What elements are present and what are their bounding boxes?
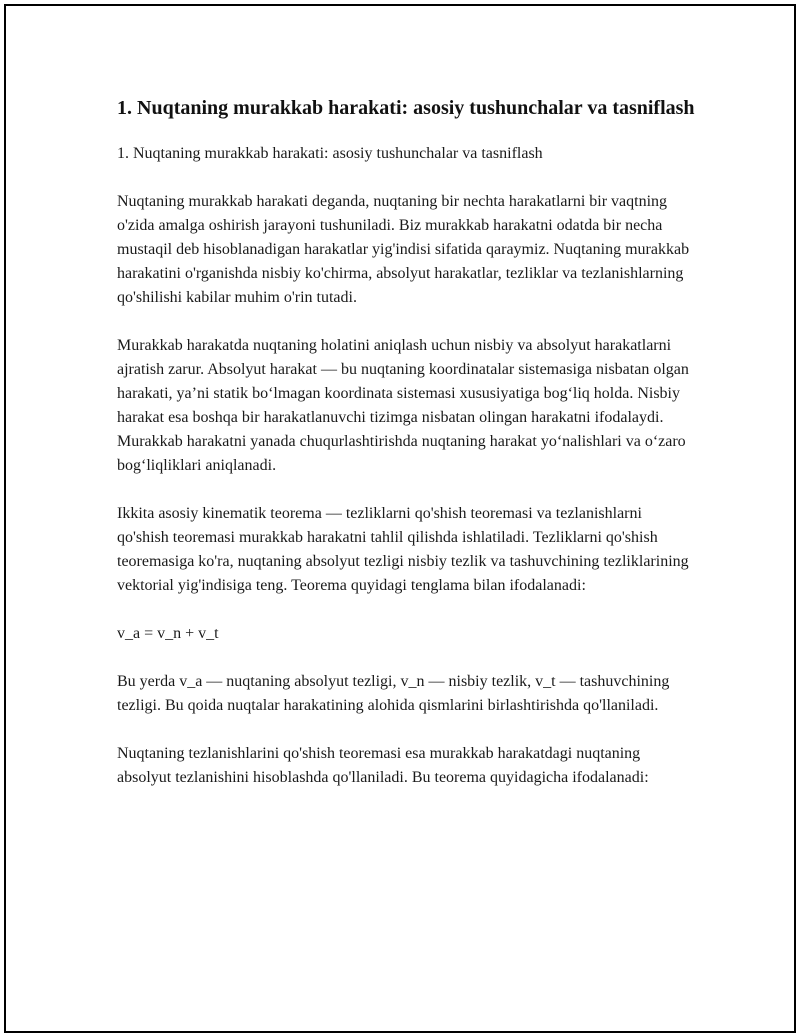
paragraph-intro: Nuqtaning murakkab harakati deganda, nuqtaning bir nechta harakatlarni bir vaqtning o'zida amalga oshirish jarayoni tushuniladi. Biz murakkab harakatni odatda bir necha mustaqil deb hisoblanadigan harakatlar yig'indisi sifatida qaraymiz. Nuqtaning murakkab harakatini o'rganishda nisbiy ko'chirma, absolyut harakatlar, tezliklar va tezlanishlarning qo'shilishi kabilar muhim o'rin tutadi.: [117, 193, 690, 306]
paragraph-acceleration-theorem: Nuqtaning tezlanishlarini qo'shish teoremasi esa murakkab harakatdagi nuqtaning absolyut tezlanishini hisoblashda qo'llaniladi. Bu teorema quyidagicha ifodalanadi:: [117, 745, 649, 786]
document-body: [117, 94, 697, 790]
section-subtitle: 1. Nuqtaning murakkab harakati: asosiy tushunchalar va tasniflash: [117, 145, 543, 162]
velocity-equation: v_a = v_n + v_t: [117, 625, 219, 642]
paragraph-absolute-relative: Murakkab harakatda nuqtaning holatini aniqlash uchun nisbiy va absolyut harakatlarni ajratish zarur. Absolyut harakat — bu nuqtaning koordinatalar sistemasiga nisbatan olgan harakati, ya’ni statik bo‘lmagan koordinata sistemasi xususiyatiga bog‘liq holda. Nisbiy harakat esa boshqa bir harakatlanuvchi tizimga nisbatan olingan harakatni ifodalaydi. Murakkab harakatni yanada chuqurlashtirishda nuqtaning harakat yo‘nalishlari va o‘zaro bog‘liqliklari aniqlanadi.: [117, 337, 689, 474]
paragraph-theorems: Ikkita asosiy kinematik teorema — tezliklarni qo'shish teoremasi va tezlanishlarni qo'shish teoremasi murakkab harakatni tahlil qilishda ishlatiladi. Tezliklarni qo'shish teoremasiga ko'ra, nuqtaning absolyut tezligi nisbiy tezlik va tashuvchining tezliklarining vektorial yig'indisiga teng. Teorema quyidagi tenglama bilan ifodalanadi:: [117, 505, 689, 594]
document-title: 1. Nuqtaning murakkab harakati: asosiy tushunchalar va tasniflash: [117, 97, 695, 119]
paragraph-equation-explanation: Bu yerda v_a — nuqtaning absolyut tezligi, v_n — nisbiy tezlik, v_t — tashuvchining tezligi. Bu qoida nuqtalar harakatining alohida qismlarini birlashtirishda qo'llaniladi.: [117, 673, 670, 714]
